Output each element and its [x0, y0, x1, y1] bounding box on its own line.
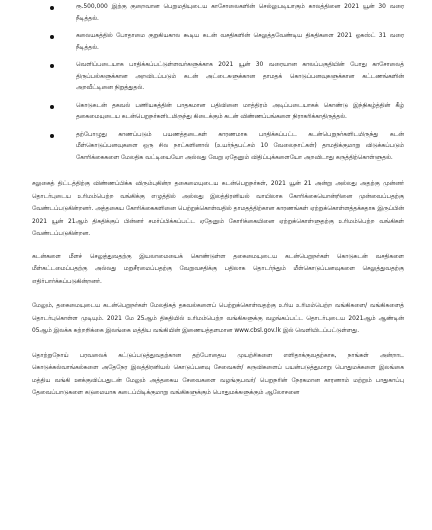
- list-item: [48, 31, 404, 54]
- digital-payments-paragraph: தொற்றுநோய் பரவலைக் கட்டுப்படுத்துவதற்கான தற்போதைய முயற்சிகளை எளிதாக்குவதற்காக, நாங்கள் அன்றாட கொடுக்கல்வாங்கல்களை அதேநேர இலத்திரனியல் கொடுப்பனவு சேவைகள்/ கருவிகளைப் பயன்படுத்துமாறு பொதுமக்களை இலங்கை மத்திய வங்கி ஊக்குவிப்பதுடன் மேலும் அத்தகைய சேவைகளை வழங்குபவர்/ பெறுநரின் நேரகமான காரணாம் மற்றும் பாதுகாப்பு தேவைப்பாடுகளை கடுமையாக கடைப்பிடிக்குமாறு வங்கிகளுக்கும் பொதுமக்களுக்கும் ஆலோசனை: [32, 352, 404, 396]
- list-item: [48, 101, 404, 124]
- bullet-icon: [50, 35, 54, 39]
- bullet-icon: [50, 134, 54, 138]
- list-item-text: தற்போழுது காணப்படும் பயணத்தடைகள் காரணமாக பாதிக்கப்பட்ட கடன்பெறுநர்களிடமிருந்து கடன் மீள்கொடுப்பனவுகளை ஒரு சில நாட்களினால் (உயர்ந்தபட்சம் 10 வேலைநாட்கள்) தாமதிக்குமாறு விடுக்கப்படும் கோரிக்கைகளை மேலதிக வட்டியையோ அல்லது வேறு ஏதேனும் விதிப்புக்களையோ அறவிடாது கருத்திற்கொள்ளுதல்.: [76, 131, 404, 161]
- repayment-paragraph: கடன்களை மீளச் செலுத்துவதற்கு இயலாமையைக் கொண்டுள்ள தகைமையுடைய கடன்பெறுநர்கள் கொடுகடன் வசதிகளை மீள்கட்டமைப்பதற்கு அல்லது மறுசீரமைப்பதற்கு வேறுவசதிக்கு பதிலாக தொடர்ந்தும் மீள்கொடுப்பனவுகளை செலுத்துவதற்கு எதிர்பார்க்கப்படுகின்றனர்.: [32, 253, 404, 285]
- document-page: [0, 2, 432, 530]
- bullet-icon: [50, 64, 54, 68]
- list-item: [48, 60, 404, 95]
- list-item-text: கலையகத்தில் போதாமை குறுகியகால கூடிய கடன் வசதிகளின் செலுத்தவேண்டிய திகதிகளை 2021 ஓகஸ்ட் 31 வரை நீடித்தல்.: [76, 33, 404, 51]
- list-item: [48, 2, 404, 25]
- list-item-text: ரூ.500,000 இற்கு குறைவான பெறுமதியுடைய காசோலைகளின் செல்லுபடியாகும் காலத்தினை 2021 யூன் 30 வரை நீடித்தல்.: [76, 4, 404, 22]
- list-item-text: கொடுகடன் தகவல் பணியகத்தின் பாதகமான பதிவினை மாத்திரம் அடிப்படையாகக் கொண்டு இந்நிகழ்த்தின் கீழ் தகைமையுடைய கடன்பெறுநர்களிடமிருந்து கிடைக்கும் கடன் விண்ணப்பங்களை நிராகரிக்காதிருத்தல்.: [76, 102, 404, 120]
- bullet-icon: [50, 105, 54, 109]
- list-item-text: வெளிப்படையாக பாதிக்கப்பட்டுள்ளவர்களுக்காக 2021 யூன் 30 வரையான காலப்பகுதியின் போது காசோலைத் திருப்பல்களுக்கான அறவிடப்படும் கடன் அட்டைகளுக்கான தாமதக் கொடுப்பனவுகளுக்கான கட்டணங்களின் அறவீட்டினை நிறுத்துதல்.: [76, 62, 404, 91]
- eligibility-paragraph: சலுகைத் திட்டத்திற்கு விண்ணப்பிக்க விரும்புகின்ற தகைமையுடைய கடன்பெறுநர்கள், 2021 யூன் 21 அன்று அல்லது அதற்கு முன்னர் தொடர்புடைய உரிமம்பெற்ற வங்கிக்கு எழுத்தில் அல்லது இலத்திரனியல் வாயிலாக கோரிக்கையொன்றினை முன்வைப்பதற்கு வேண்டப்படுகின்றனர். அத்தகைய கோரிக்கைகளினை பெற்றுக்கொள்வதில் தாமதத்திற்கான காரணங்கள் ஏற்றுக்கொள்ளத்தக்கதாக இருப்பின் 2021 யூன் 21ஆம் திகதிக்குப் பின்னர் சமர்ப்பிக்கப்பட்ட ஏதேனும் கோரிக்கையினை ஏற்றுக்கொள்ளுதற்கு உரிமம்பெற்ற வங்கிகள் வேண்டப்படுகின்றன.: [32, 181, 404, 237]
- relief-measures-list: [48, 2, 404, 164]
- list-item: [48, 130, 404, 165]
- further-information-paragraph: மேலும், தகைமையுடைய கடன்பெறுநர்கள் மேலதிகத் தகவல்களைப் பெற்றுக்கொள்வதற்கு உரிய உரிமம்பெற்ற வங்கிகளை/ வங்கிகளைத் தொடர்புகொள்ள முடியும். 2021 மே 25ஆம் திகதியில் உரிமம்பெற்ற வங்கிகளுக்கு வழங்கப்பட்ட தொடர்புடைய 2021ஆம் ஆண்டின் 05ஆம் இலக்க சுற்றறிக்கை இலங்கை மத்திய வங்கியின் இணையத்தளமான www.cbsl.gov.lk இல் வெளியிடப்பட்டுள்ளது.: [32, 303, 404, 334]
- bullet-icon: [50, 6, 54, 10]
